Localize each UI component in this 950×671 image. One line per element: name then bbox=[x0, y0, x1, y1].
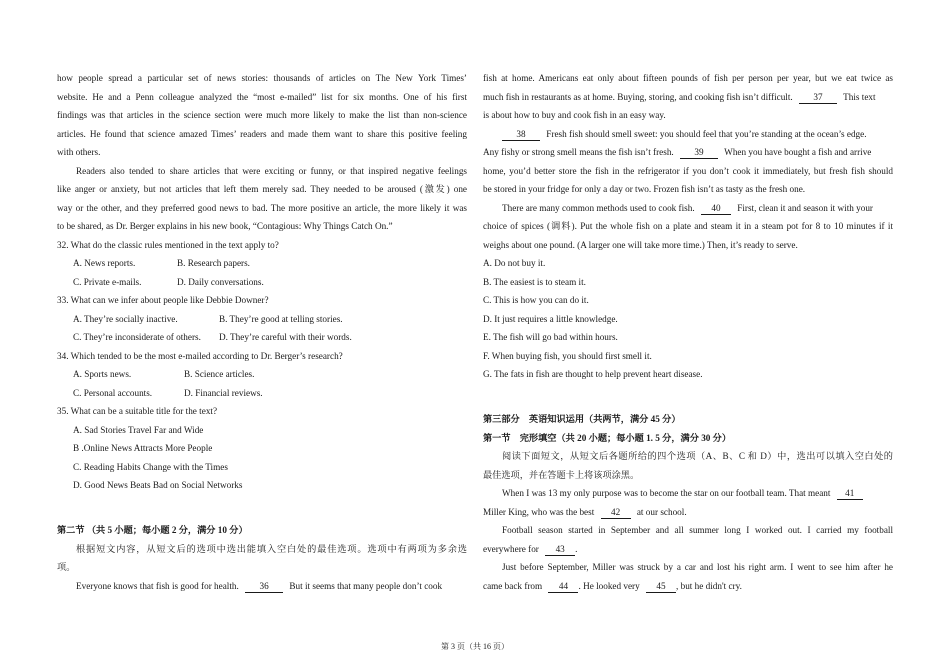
question-32-option-c: C. Private e-mails. bbox=[73, 276, 142, 287]
question-35-option-b: B .Online News Attracts More People bbox=[73, 443, 213, 453]
section-1-instructions: 最佳选项，并在答题卡上将该项涂黑。 bbox=[483, 469, 640, 480]
option-c: C. This is how you can do it. bbox=[483, 295, 589, 305]
option-g: G. The fats in fish are thought to help prevent heart disease. bbox=[483, 369, 703, 379]
cloze-line bbox=[483, 543, 577, 556]
paragraph-line: Readers also tended to share articles that were exciting or funny, or that inspired negative feelings bbox=[76, 165, 467, 176]
question-33-option-c: C. They’re inconsiderate of others. bbox=[73, 332, 201, 342]
cloze-line bbox=[483, 506, 687, 519]
passage-text: Miller King, who was the best bbox=[483, 506, 595, 517]
blank-36: 36 bbox=[245, 581, 283, 593]
paragraph-line: articles. He found that science amazed Times’ readers and made them want to share this positive feeling bbox=[57, 128, 467, 139]
question-34-option-a: A. Sports news. bbox=[73, 369, 132, 379]
blank-37: 37 bbox=[799, 92, 837, 104]
question-33-option-d: D. They’re careful with their words. bbox=[219, 332, 352, 342]
paragraph-line: with others. bbox=[57, 147, 101, 157]
paragraph-line: to be shared, as Dr. Berger explains in his new book, “Contagious: Why Things Catch On.” bbox=[57, 221, 393, 231]
passage-line: be stored in your fridge for only a day or two. Frozen fish isn’t as tasty as the fresh one. bbox=[483, 184, 806, 194]
question-35-option-d: D. Good News Beats Bad on Social Networks bbox=[73, 480, 243, 490]
option-d: D. It just requires a little knowledge. bbox=[483, 313, 618, 324]
passage-line bbox=[502, 202, 873, 215]
passage-text: Everyone knows that fish is good for health. bbox=[76, 580, 239, 591]
passage-text: . bbox=[575, 543, 578, 554]
paragraph-line: like anger or anxiety, but not articles that left them merely sad. They needed to be aroused (激发) one bbox=[57, 184, 467, 194]
section-2-instructions: 根据短文内容，从短文后的选项中选出能填入空白处的最佳选项。选项中有两项为多余选 bbox=[76, 543, 467, 554]
question-32-option-d: D. Daily conversations. bbox=[177, 276, 264, 287]
passage-text: much fish in restaurants as at home. Buying, storing, and cooking fish isn’t difficult. bbox=[483, 91, 793, 102]
cloze-line: Just before September, Miller was struck by a car and lost his right arm. I went to see him after he bbox=[502, 562, 893, 572]
passage-line: is about how to buy and cook fish in an easy way. bbox=[483, 110, 666, 120]
question-34-option-d: D. Financial reviews. bbox=[184, 387, 263, 398]
passage-text: everywhere for bbox=[483, 543, 539, 554]
page-footer: 第 3 页（共 16 页） bbox=[441, 642, 509, 651]
blank-41: 41 bbox=[837, 488, 863, 500]
section-2-instructions: 项。 bbox=[57, 562, 76, 572]
cloze-line bbox=[502, 487, 863, 500]
passage-line bbox=[483, 146, 871, 159]
passage-text: When you have bought a fish and arrive bbox=[724, 147, 872, 157]
paragraph-line: how people spread a particular set of news stories: thousands of articles on The New York Times’ bbox=[57, 73, 467, 83]
option-b: B. The easiest is to steam it. bbox=[483, 276, 586, 287]
question-32-stem: 32. What do the classic rules mentioned in the text apply to? bbox=[57, 239, 279, 250]
option-f: F. When buying fish, you should first smell it. bbox=[483, 350, 652, 361]
question-34-stem: 34. Which tended to be the most e-mailed according to Dr. Berger’s research? bbox=[57, 350, 343, 361]
passage-text: came back from bbox=[483, 580, 543, 591]
passage-text: First, clean it and season it with your bbox=[737, 202, 873, 213]
passage-text: Any fishy or strong smell means the fish isn’t fresh. bbox=[483, 147, 674, 157]
passage-text: Fresh fish should smell sweet: you should feel that you’re standing at the ocean’s edge. bbox=[546, 128, 867, 139]
passage-line: choice of spices (调料). Put the whole fish on a plate and steam it in a steam pot for 8 to 10 minutes if it bbox=[483, 221, 893, 231]
passage-line: fish at home. Americans eat only about fifteen pounds of fish per person per year, but we eat twice as bbox=[483, 73, 893, 83]
question-34-option-b: B. Science articles. bbox=[184, 369, 255, 379]
section-1-heading: 第一节 完形填空（共 20 小题；每小题 1. 5 分，满分 30 分） bbox=[483, 432, 732, 443]
passage-line bbox=[483, 91, 876, 104]
question-35-option-c: C. Reading Habits Change with the Times bbox=[73, 461, 228, 472]
blank-38: 38 bbox=[502, 129, 540, 141]
blank-45: 45 bbox=[646, 581, 676, 593]
question-35-option-a: A. Sad Stories Travel Far and Wide bbox=[73, 424, 204, 435]
passage-text: There are many common methods used to cook fish. bbox=[502, 202, 695, 213]
cloze-line bbox=[483, 580, 742, 593]
blank-39: 39 bbox=[680, 147, 718, 159]
passage-text: . He looked very bbox=[578, 580, 640, 591]
question-33-stem: 33. What can we infer about people like Debbie Downer? bbox=[57, 295, 269, 305]
passage-text: But it seems that many people don’t cook bbox=[289, 580, 443, 591]
section-2-heading: 第二节 （共 5 小题；每小题 2 分，满分 10 分） bbox=[57, 525, 248, 535]
paragraph-line: findings was that articles in the science section were much more likely to make the list than non-science bbox=[57, 110, 467, 120]
fish-passage-line bbox=[76, 580, 442, 593]
option-a: A. Do not buy it. bbox=[483, 258, 546, 268]
paragraph-line: website. He and a Penn colleague analyzed the “most e-mailed” list for six months. One of his first bbox=[57, 91, 467, 102]
passage-line: weighs about one pound. (A larger one will take more time.) Then, it’s ready to serve. bbox=[483, 239, 798, 250]
section-1-instructions: 阅读下面短文，从短文后各题所给的四个选项（A、B、C 和 D）中，选出可以填入空白处的 bbox=[502, 451, 893, 461]
paragraph-line: way or the other, and they preferred good news to bad. The more positive an article, the more likely it was bbox=[57, 202, 467, 213]
cloze-line: Football season started in September and all summer long I worked out. I carried my football bbox=[502, 525, 893, 535]
blank-40: 40 bbox=[701, 203, 731, 215]
question-32-option-a: A. News reports. bbox=[73, 258, 136, 268]
part-3-heading: 第三部分 英语知识运用（共两节，满分 45 分） bbox=[483, 414, 681, 424]
question-33-option-b: B. They’re good at telling stories. bbox=[219, 313, 343, 324]
blank-42: 42 bbox=[601, 507, 631, 519]
blank-44: 44 bbox=[548, 581, 578, 593]
passage-line bbox=[502, 128, 867, 141]
passage-text: , but he didn't cry. bbox=[676, 580, 742, 591]
question-34-option-c: C. Personal accounts. bbox=[73, 387, 153, 398]
option-e: E. The fish will go bad within hours. bbox=[483, 332, 618, 342]
passage-text: When I was 13 my only purpose was to become the star on our football team. That meant bbox=[502, 488, 831, 498]
passage-line: home, you’d better store the fish in the refrigerator if you don’t cook it immediately, but fresh fish should bbox=[483, 165, 893, 176]
passage-text: This text bbox=[843, 91, 876, 102]
question-33-option-a: A. They’re socially inactive. bbox=[73, 313, 178, 324]
question-32-option-b: B. Research papers. bbox=[177, 258, 250, 268]
question-35-stem: 35. What can be a suitable title for the text? bbox=[57, 406, 218, 416]
passage-text: at our school. bbox=[636, 506, 687, 517]
blank-43: 43 bbox=[545, 544, 575, 556]
